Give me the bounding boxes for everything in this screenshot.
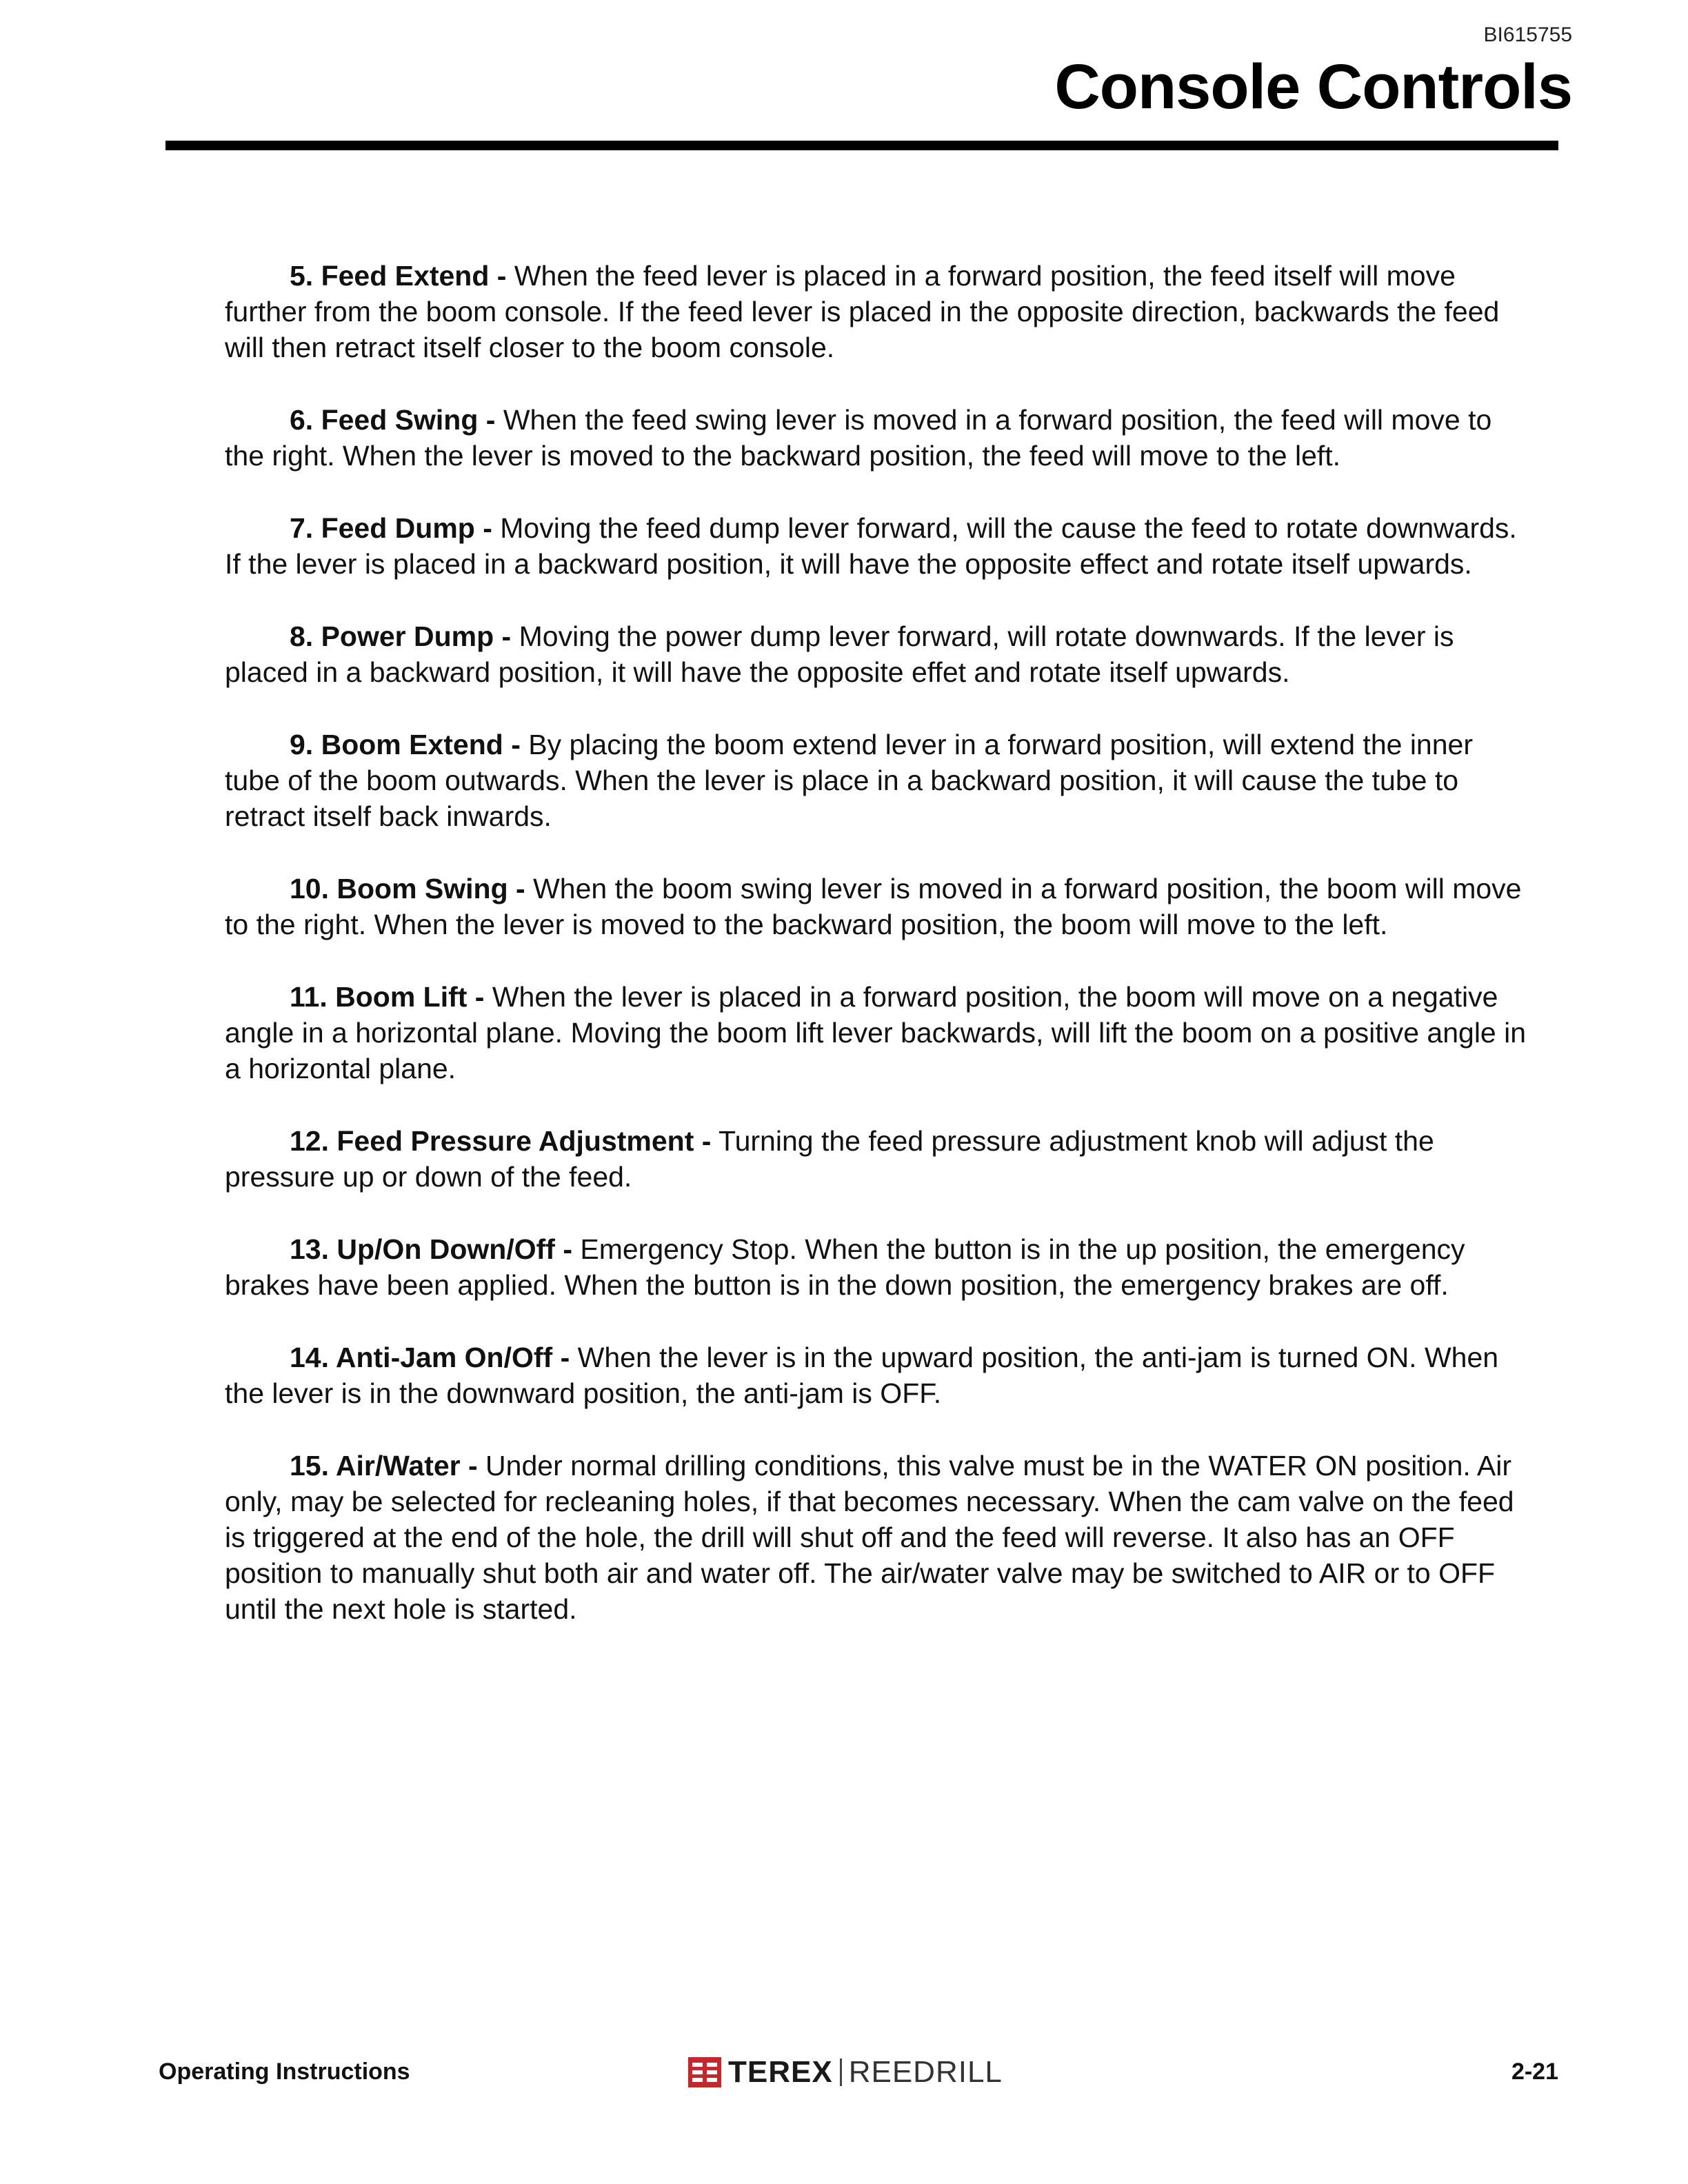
control-description: By placing the boom extend lever in a forward position, will extend the inner tube of the boom outwards. When the lever is place in a backward position, it will cause the tube to retract itself back inwards. — [225, 729, 1473, 832]
brand-name: TEREX — [728, 2055, 833, 2089]
control-term: 15. Air/Water - — [290, 1450, 478, 1482]
control-item-boom-lift — [225, 979, 1535, 1086]
control-term: 13. Up/On Down/Off - — [290, 1233, 572, 1265]
control-description: Emergency Stop. When the button is in the up position, the emergency brakes have been applied. When the button is in the down position, the emergency brakes are off. — [225, 1233, 1465, 1301]
brand-product: REEDRILL — [848, 2055, 1003, 2089]
control-item-emergency-stop — [225, 1231, 1535, 1303]
control-item-feed-extend — [225, 258, 1535, 365]
control-description: When the lever is in the upward position, the anti-jam is turned ON. When the lever is in the downward position, the anti-jam is OFF. — [225, 1342, 1499, 1409]
control-description: When the lever is placed in a forward position, the boom will move on a negative angle in a horizontal plane. Moving the boom lift lever backwards, will lift the boom on a positive angle in a horizontal plane. — [225, 981, 1527, 1084]
title-rule — [165, 141, 1558, 150]
control-term: 7. Feed Dump - — [290, 512, 492, 544]
control-term: 14. Anti-Jam On/Off - — [290, 1342, 570, 1373]
control-item-power-dump — [225, 618, 1535, 690]
control-term: 5. Feed Extend - — [290, 260, 507, 292]
control-term: 10. Boom Swing - — [290, 873, 525, 904]
control-description: Under normal drilling conditions, this valve must be in the WATER ON position. Air only, may be selected for recleaning holes, if that becomes necessary. When the cam valve on the feed is triggered at the end of the hole, the drill will shut off and the feed will reverse. It also has an OFF position to manually shut both air and water off. The air/water valve may be switched to AIR or to OFF until the next hole is started. — [225, 1450, 1514, 1625]
page-footer — [159, 2054, 1558, 2093]
control-term: 9. Boom Extend - — [290, 729, 521, 760]
control-description: When the feed lever is placed in a forward position, the feed itself will move further from the boom console. If the feed lever is placed in the opposite direction, backwards the feed will then retract itself closer to the boom console. — [225, 260, 1500, 363]
footer-section-label: Operating Instructions — [159, 2059, 410, 2085]
control-description: Turning the feed pressure adjustment knob will adjust the pressure up or down of the feed. — [225, 1125, 1434, 1193]
brand-divider — [840, 2059, 842, 2086]
control-term: 11. Boom Lift - — [290, 981, 485, 1013]
document-id: BI615755 — [1483, 23, 1572, 46]
page-title: Console Controls — [1054, 52, 1572, 122]
terex-logo-icon — [688, 2057, 721, 2087]
control-item-air-water — [225, 1448, 1535, 1627]
brand-logo — [688, 2054, 1003, 2090]
control-item-feed-swing — [225, 402, 1535, 474]
control-item-feed-pressure-adjustment — [225, 1123, 1535, 1195]
controls-list — [225, 258, 1535, 1664]
control-term: 6. Feed Swing - — [290, 404, 496, 436]
control-description: When the boom swing lever is moved in a forward position, the boom will move to the right. When the lever is moved to the backward position, the boom will move to the left. — [225, 873, 1522, 940]
control-item-feed-dump — [225, 510, 1535, 582]
control-description: Moving the power dump lever forward, will rotate downwards. If the lever is placed in a backward position, it will have the opposite effet and rotate itself upwards. — [225, 620, 1454, 688]
page-number: 2-21 — [1511, 2059, 1558, 2085]
control-term: 12. Feed Pressure Adjustment - — [290, 1125, 712, 1157]
control-item-anti-jam — [225, 1339, 1535, 1411]
control-description: When the feed swing lever is moved in a forward position, the feed will move to the right. When the lever is moved to the backward position, the feed will move to the left. — [225, 404, 1492, 472]
control-item-boom-swing — [225, 871, 1535, 942]
control-item-boom-extend — [225, 727, 1535, 834]
control-description: Moving the feed dump lever forward, will the cause the feed to rotate downwards. If the lever is placed in a backward position, it will have the opposite effect and rotate itself upwards. — [225, 512, 1517, 580]
control-term: 8. Power Dump - — [290, 620, 512, 652]
